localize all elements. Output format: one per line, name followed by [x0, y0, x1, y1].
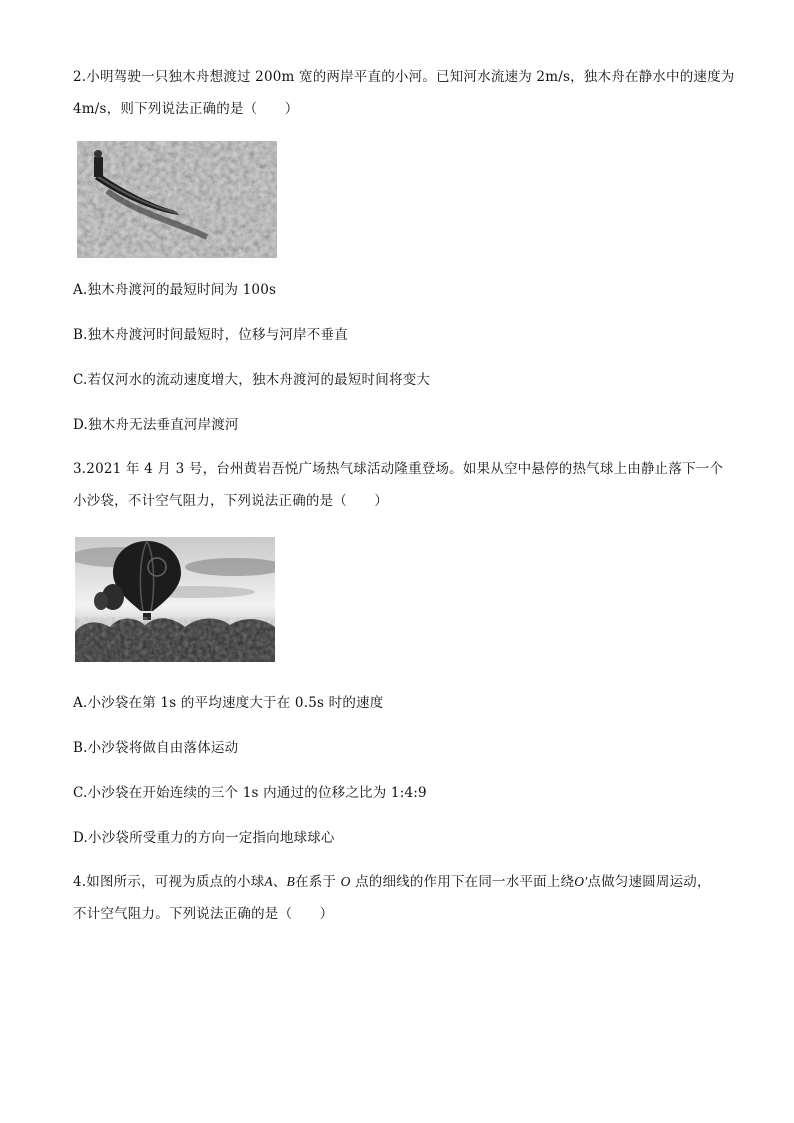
canoe-photo	[77, 141, 277, 258]
q3-stem-line-2: 小沙袋，不计空气阻力，下列说法正确的是（ ）	[73, 493, 389, 509]
q4-var-a: A	[264, 874, 273, 889]
q3-stem-line-1: 3.2021 年 4 月 3 号，台州黄岩吾悦广场热气球活动隆重登场。如果从空中悬停的热气球上由静止落下一个	[73, 461, 724, 477]
q2-stem-line-2: 4m/s，则下列说法正确的是（ ）	[73, 101, 299, 117]
q4-var-b: B	[286, 874, 295, 889]
q4-stem-line-2: 不计空气阻力。下列说法正确的是（ ）	[73, 906, 334, 922]
q2-option-a: A.独木舟渡河的最短时间为 100s	[73, 282, 277, 298]
q4-stem-text-b: 在系于	[295, 874, 337, 890]
q4-stem-text-c: 点的细线的作用下在同一水平面上绕	[355, 874, 575, 890]
q2-option-b: B.独木舟渡河时间最短时，位移与河岸不垂直	[73, 327, 348, 343]
q3-option-d: D.小沙袋所受重力的方向一定指向地球球心	[73, 830, 335, 846]
q4-stem-text-a: 4.如图所示，可视为质点的小球	[73, 874, 265, 890]
q3-option-a: A.小沙袋在第 1s 的平均速度大于在 0.5s 时的速度	[73, 695, 384, 711]
q2-stem-line-1: 2.小明驾驶一只独木舟想渡过 200m 宽的两岸平直的小河。已知河水流速为 2m/s，独木舟在静水中的速度为	[73, 69, 735, 85]
q3-option-b: B.小沙袋将做自由落体运动	[73, 740, 239, 756]
q4-stem-line-1	[73, 873, 711, 891]
q2-option-c: C.若仅河水的流动速度增大，独木舟渡河的最短时间将变大	[73, 372, 431, 388]
q4-sep: 、	[272, 874, 287, 890]
q2-option-d: D.独木舟无法垂直河岸渡河	[73, 417, 239, 433]
q4-var-o-prime: O′	[574, 874, 588, 889]
q4-var-o: O	[340, 874, 351, 889]
q3-option-c: C.小沙袋在开始连续的三个 1s 内通过的位移之比为 1:4:9	[73, 785, 427, 801]
hot-air-balloon-photo	[75, 537, 275, 662]
q4-stem-text-d: 点做匀速圆周运动，	[587, 874, 711, 890]
